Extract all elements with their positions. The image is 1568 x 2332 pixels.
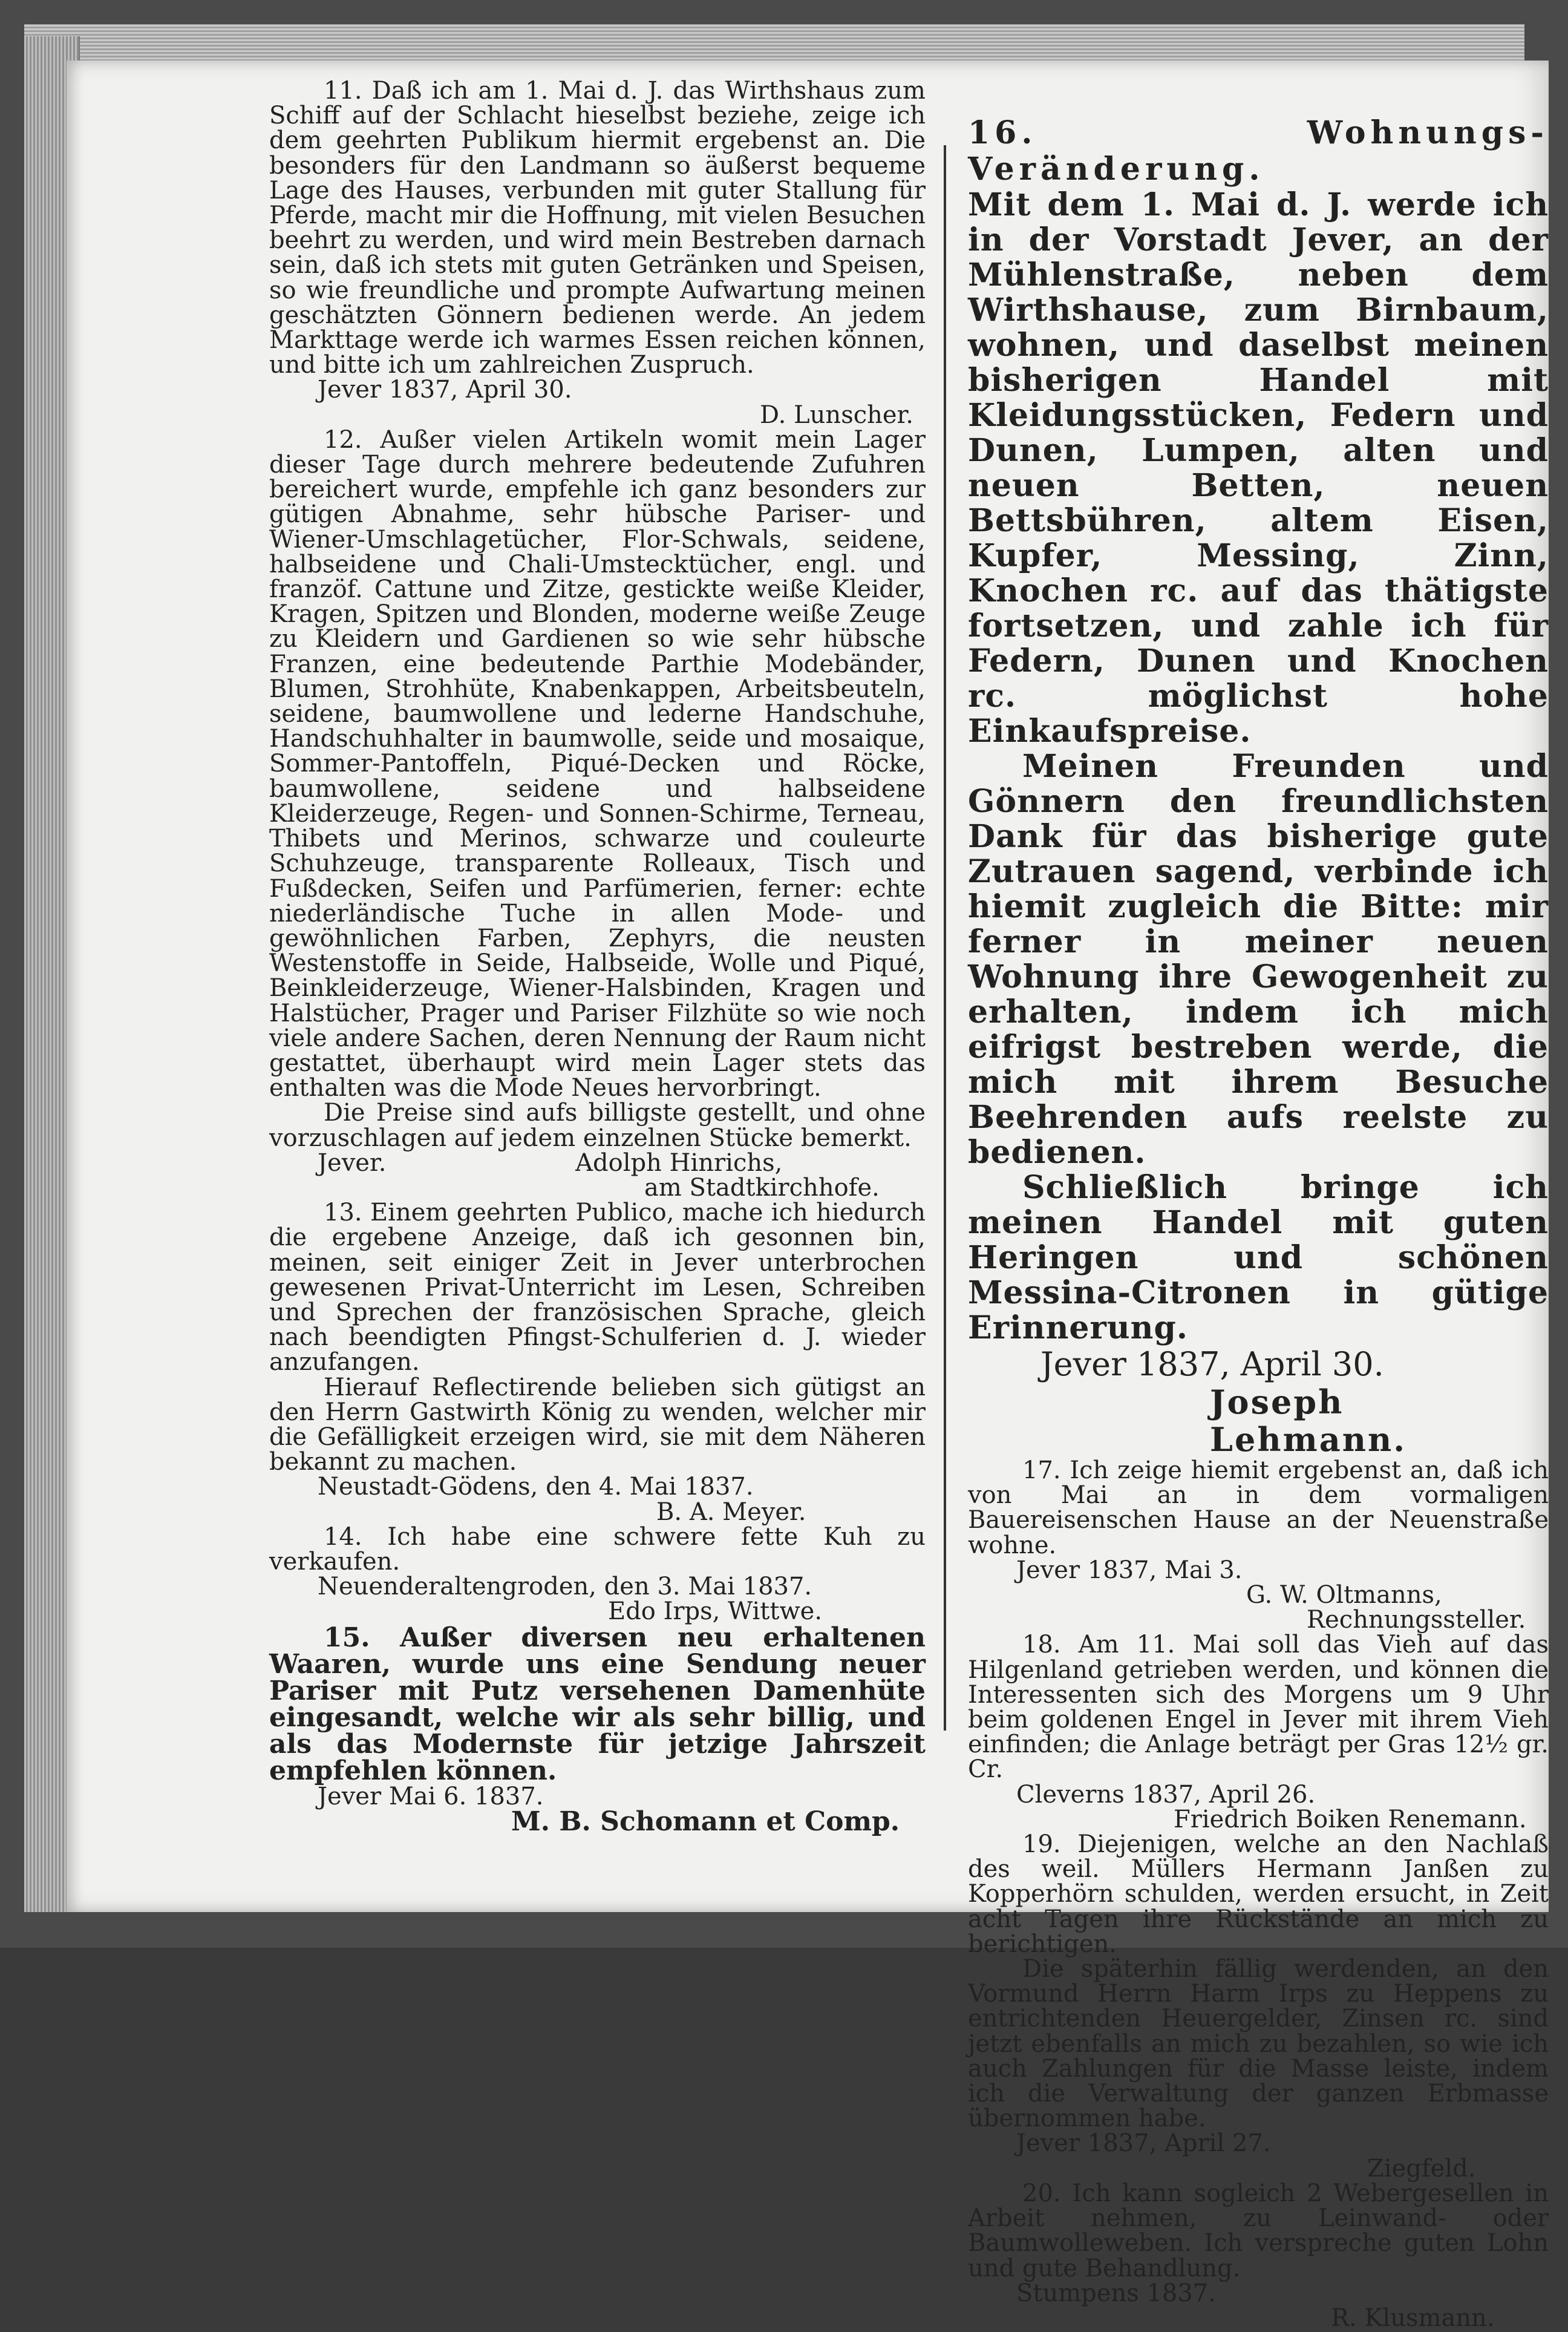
ad-12-place-text: Jever.	[318, 1148, 387, 1177]
ad-11-text: 11. Daß ich am 1. Mai d. J. das Wirthshaus zum Schiff auf der Schlacht hieselbst beziehe, zeige ich dem geehrten Publikum hiermit ergebenst an. Die besonders für den Landmann so äußerst bequeme Lage des Hauses, verbunden mit guter Stallung für Pferde, macht mir die Hoffnung, mit vielen Besuchen beehrt zu werden, und wird mein Bestreben darnach sein, daß ich stets mit guten Getränken und Speisen, so wie freundliche und prompte Aufwartung meinen geschätzten Gönnern bedienen werde. An jedem Markttage werde ich warmes Essen reichen können, und bitte ich um zahlreichen Zuspruch.	[269, 77, 926, 379]
ad-18	[968, 1633, 1549, 1832]
ad-19-signature: Ziegfeld.	[1367, 2154, 1476, 2183]
ad-12-place	[269, 1148, 926, 1177]
ad-16-text: Mit dem 1. Mai d. J. werde ich in der Vorstadt Jever, an der Mühlenstraße, neben dem Wirthshause, zum Birnbaum, wohnen, und daselbst meinen bisherigen Handel mit Kleidungsstücken, Federn und Dunen, Lumpen, alten und neuen Betten, neuen Bettsbühren, altem Eisen, Kupfer, Messing, Zinn, Knochen rc. auf das thätigste fortsetzen, und zahle ich für Federn, Dunen und Knochen rc. möglichst hohe Einkaufspreise.	[968, 186, 1549, 750]
ad-20-signature: R. Klusmann.	[1331, 2304, 1495, 2332]
ad-20-date: Stumpens 1837.	[1016, 2279, 1216, 2307]
ad-19	[968, 1832, 1549, 2181]
column-divider	[944, 145, 946, 1731]
ad-13	[269, 1200, 926, 1525]
ad-13-text2: Hierauf Reflectirende belieben sich gütigst an den Herrn Gastwirth König zu wenden, welcher mir die Gefälligkeit erzeigen wird, sie mit dem Näheren bekannt zu machen.	[269, 1373, 926, 1476]
right-column	[968, 114, 1549, 2332]
ad-19-date: Jever 1837, April 27.	[1016, 2129, 1271, 2158]
ad-18-signature: Friedrich Boiken Renemann.	[1174, 1805, 1527, 1833]
ad-14-signature: Edo Irps, Wittwe.	[608, 1597, 823, 1626]
ad-12-text: 12. Außer vielen Artikeln womit mein Lager dieser Tage durch mehrere bedeutende Zufuhren bereichert wurde, empfehle ich ganz besonders zur gütigen Abnahme, sehr hübsche Pariser- und Wiener-Umschlagetücher, Flor-Schwals, seidene, halbseidene und Chali-Umstecktücher, engl. und franzöf. Cattune und Zitze, gestickte weiße Kleider, Kragen, Spitzen und Blonden, moderne weiße Zeuge zu Kleidern und Gardienen so wie sehr hübsche Franzen, eine bedeutende Parthie Modebänder, Blumen, Strohhüte, Knabenkappen, Arbeitsbeuteln, seidene, baumwollene und lederne Handschuhe, Handschuhhalter in baumwolle, seide und mosaique, Sommer-Pantoffeln, Piqué-Decken und Röcke, baumwollene, seidene und halbseidene Kleiderzeuge, Regen- und Sonnen-Schirme, Terneau, Thibets und Merinos, schwarze und coulеurte Schuhzeuge, transparente Rolleaux, Tisch und Fußdecken, Seifen und Parfümerien, ferner: echte niederländische Tuche in allen Mode- und gewöhnlichen Farben, Zephyrs, die neusten Westenstoffe in Seide, Halbseide, Wolle und Piqué, Beinkleiderzeuge, Wiener-Halsbinden, Kragen und Halstücher, Prager und Pariser Filzhüte so wie noch viele andere Sachen, deren Nennung der Raum nicht gestattet, überhaupt wird mein Lager stets das enthalten was die Mode Neues hervorbringt.	[269, 425, 926, 1102]
left-column	[269, 77, 926, 1837]
ad-16-date: Jever 1837, April 30.	[1040, 1345, 1384, 1383]
ad-13-text: 13. Einem geehrten Publico, mache ich hiedurch die ergebene Anzeige, daß ich gesonnen bin, meinen, seit einiger Zeit in Jever unterbrochen gewesenen Privat-Unterricht im Lesen, Schreiben und Sprechen der französischen Sprache, gleich nach beendigten Pfingst-Schulferien d. J. wieder anzufangen.	[269, 1199, 926, 1377]
ad-17-text: 17. Ich zeige hiemit ergebenst an, daß ich von Mai an in dem vormaligen Bauereisenschen Hause an der Neuenstraße wohne.	[968, 1456, 1549, 1559]
ad-11-date: Jever 1837, April 30.	[318, 376, 572, 404]
ad-16-text3: Schließlich bringe ich meinen Handel mit guten Heringen und schönen Messina-Citronen in gütige Erinnerung.	[968, 1169, 1549, 1346]
ad-20-text: 20. Ich kann sogleich 2 Webergesellen in Arbeit nehmen, zu Leinwand- oder Baumwolleweben. Ich verspreche guten Lohn und gute Behandlung.	[968, 2179, 1549, 2282]
ad-12-note: Die Preise sind aufs billigste gestellt, und ohne vorzuschlagen auf jedem einzelnen Stücke bemerkt.	[269, 1099, 926, 1152]
ad-16-text2: Meinen Freunden und Gönnern den freundlichsten Dank für das bisherige gute Zutrauen sagend, verbinde ich hiemit zugleich die Bitte: mir ferner in meiner neuen Wohnung ihre Gewogenheit zu erhalten, indem ich mich eifrigst bestreben werde, die mich mit ihrem Besuche Beehrenden aufs reelste zu bedienen.	[968, 748, 1549, 1171]
ad-16	[968, 115, 1549, 1458]
ad-15-signature: M. B. Schomann et Comp.	[511, 1806, 900, 1837]
ad-17-date: Jever 1837, Mai 3.	[1016, 1556, 1243, 1584]
ad-13-signature: B. A. Meyer.	[656, 1498, 806, 1526]
ad-12-signature: Adolph Hinrichs,	[575, 1148, 783, 1177]
ad-19-text2: Die späterhin fällig werdenden, an den Vormund Herrn Harm Irps zu Heppens zu entrichtenden Heuergelder, Zinsen rc. sind jetzt ebenfalls an mich zu bezahlen, so wie ich auch Zahlungen für die Masse leiste, indem ich die Verwaltung der ganzen Erbmasse übernommen habe.	[968, 1955, 1549, 2133]
ad-19-text: 19. Diejenigen, welche an den Nachlaß des weil. Müllers Hermann Janßen zu Kopperhörn schulden, werden ersucht, in Zeit acht Tagen ihre Rückstände an mich zu berichtigen.	[968, 1830, 1549, 1958]
ad-16-title: 16. Wohnungs-Veränderung.	[968, 114, 1549, 188]
ad-14	[269, 1522, 926, 1626]
ad-17-signature: G. W. Oltmanns,	[1246, 1581, 1442, 1610]
ad-15	[269, 1622, 926, 1837]
ad-14-text: 14. Ich habe eine schwere fette Kuh zu verkaufen.	[269, 1522, 926, 1576]
ad-14-date: Neuenderaltengroden, den 3. Mai 1837.	[318, 1573, 812, 1601]
ad-20	[968, 2181, 1549, 2331]
ad-17-signature-sub: Rechnungssteller.	[1307, 1606, 1526, 1634]
ad-18-date: Clеverns 1837, April 26.	[1016, 1780, 1316, 1809]
ad-17	[968, 1458, 1549, 1633]
ad-11-signature: D. Lunscher.	[760, 401, 913, 429]
ad-16-signature: Joseph Lehmann.	[1210, 1383, 1407, 1459]
ad-13-date: Neustadt-Gödens, den 4. Mai 1837.	[318, 1473, 754, 1501]
ad-11	[269, 79, 926, 428]
ad-15-date: Jever Mai 6. 1837.	[318, 1782, 544, 1810]
ad-12	[269, 425, 926, 1202]
ad-18-text: 18. Am 11. Mai soll das Vieh auf das Hilgenland getrieben werden, und können die Interessenten sich des Morgens um 9 Uhr beim goldenen Engel in Jever mit ihrem Vieh einfinden; die Anlage beträgt per Gras 12½ gr. Cr.	[968, 1631, 1549, 1784]
ad-15-text: 15. Außer diversen neu erhaltenen Waaren, wurde uns eine Sendung neuer Pariser mit Putz versehenen Damenhüte eingesandt, welche wir als sehr billig, und als das Modernste für jetzige Jahrszeit empfehlen können.	[269, 1622, 926, 1786]
ad-12-signature-sub: am Stadtkirchhofe.	[644, 1173, 880, 1202]
